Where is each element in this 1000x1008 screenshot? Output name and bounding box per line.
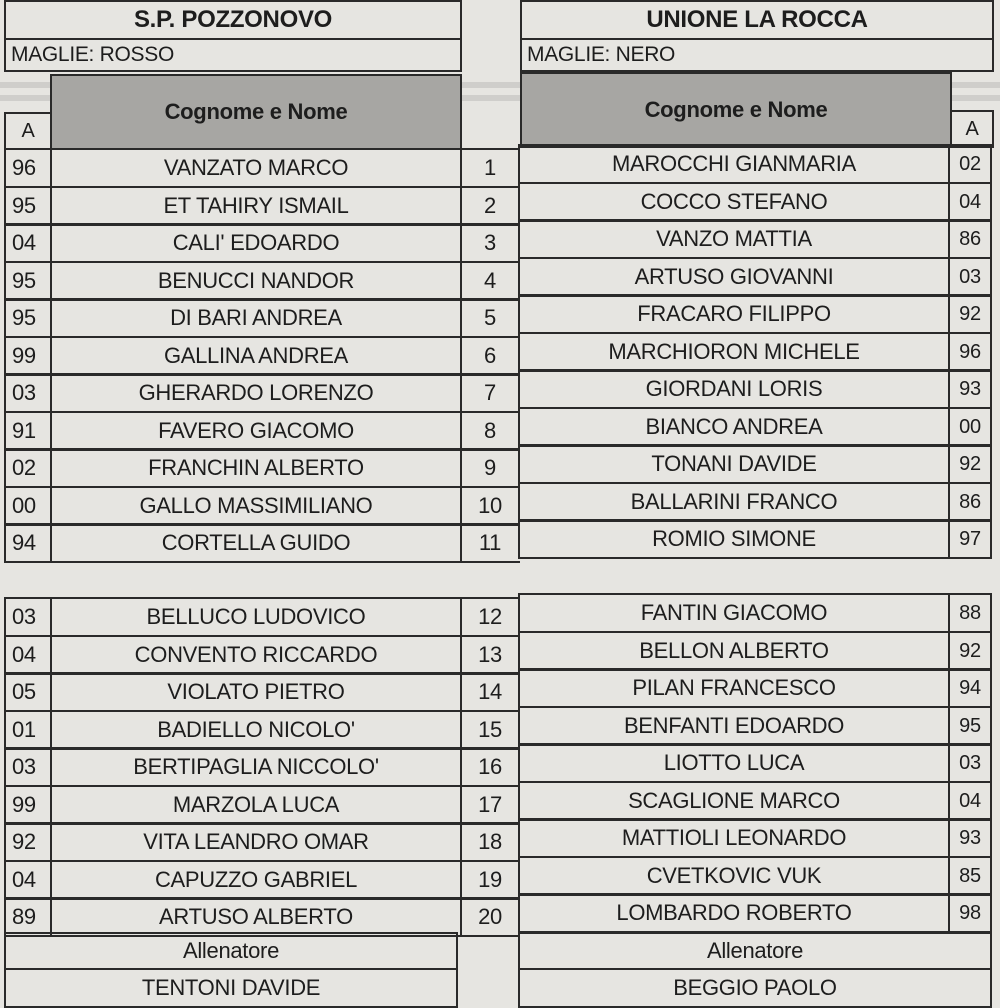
away-player-year: 95: [948, 706, 992, 746]
away-player-name: VANZO MATTIA: [518, 219, 950, 259]
away-player-name: BELLON ALBERTO: [518, 631, 950, 671]
shirt-number: 20: [460, 897, 520, 937]
shirt-number: 12: [460, 597, 520, 637]
home-player-name: ARTUSO ALBERTO: [50, 897, 462, 937]
away-player-year: 85: [948, 856, 992, 896]
away-player-year: 98: [948, 893, 992, 933]
away-player-year: 92: [948, 444, 992, 484]
away-player-name: ROMIO SIMONE: [518, 519, 950, 559]
home-player-name: GHERARDO LORENZO: [50, 373, 462, 413]
home-player-name: BADIELLO NICOLO': [50, 710, 462, 750]
away-player-name: TONANI DAVIDE: [518, 444, 950, 484]
away-player-year: 03: [948, 257, 992, 297]
shirt-number: 11: [460, 523, 520, 563]
away-shirt-color: MAGLIE: NERO: [520, 38, 994, 72]
away-player-year: 88: [948, 593, 992, 633]
home-player-name: ET TAHIRY ISMAIL: [50, 186, 462, 226]
away-player-name: COCCO STEFANO: [518, 182, 950, 222]
away-player-year: 92: [948, 294, 992, 334]
away-player-name: BALLARINI FRANCO: [518, 482, 950, 522]
shirt-number: 1: [460, 148, 520, 188]
shirt-number: 14: [460, 672, 520, 712]
away-player-year: 94: [948, 668, 992, 708]
home-player-year: 95: [4, 298, 52, 338]
home-player-year: 04: [4, 635, 52, 675]
home-player-name: VITA LEANDRO OMAR: [50, 822, 462, 862]
home-player-year: 04: [4, 223, 52, 263]
home-player-year: 03: [4, 747, 52, 787]
away-player-name: SCAGLIONE MARCO: [518, 781, 950, 821]
home-player-year: 99: [4, 336, 52, 376]
away-player-name: MARCHIORON MICHELE: [518, 332, 950, 372]
away-player-name: FANTIN GIACOMO: [518, 593, 950, 633]
home-coach-name: TENTONI DAVIDE: [4, 968, 458, 1008]
away-player-name: LOMBARDO ROBERTO: [518, 893, 950, 933]
shirt-number: 8: [460, 411, 520, 451]
home-player-name: CORTELLA GUIDO: [50, 523, 462, 563]
home-player-year: 95: [4, 261, 52, 301]
shirt-number: 9: [460, 448, 520, 488]
away-player-year: 86: [948, 482, 992, 522]
home-player-year: 92: [4, 822, 52, 862]
shirt-number: 17: [460, 785, 520, 825]
away-player-name: BENFANTI EDOARDO: [518, 706, 950, 746]
home-player-name: GALLINA ANDREA: [50, 336, 462, 376]
home-player-year: 03: [4, 373, 52, 413]
home-player-year: 04: [4, 860, 52, 900]
away-player-year: 92: [948, 631, 992, 671]
away-player-year: 03: [948, 743, 992, 783]
home-player-year: 01: [4, 710, 52, 750]
away-player-name: MATTIOLI LEONARDO: [518, 818, 950, 858]
shirt-number: 6: [460, 336, 520, 376]
home-player-name: MARZOLA LUCA: [50, 785, 462, 825]
shirt-number: 15: [460, 710, 520, 750]
away-player-year: 96: [948, 332, 992, 372]
home-player-name: VANZATO MARCO: [50, 148, 462, 188]
away-team-title: UNIONE LA ROCCA: [520, 0, 994, 40]
home-player-year: 96: [4, 148, 52, 188]
home-player-year: 95: [4, 186, 52, 226]
away-player-year: 04: [948, 182, 992, 222]
home-player-year: 91: [4, 411, 52, 451]
home-player-name: FAVERO GIACOMO: [50, 411, 462, 451]
away-name-column-header: Cognome e Nome: [520, 72, 952, 148]
away-player-year: 93: [948, 818, 992, 858]
home-year-column-header: A: [4, 112, 52, 150]
away-player-year: 00: [948, 407, 992, 447]
away-coach-name: BEGGIO PAOLO: [518, 968, 992, 1008]
shirt-number: 3: [460, 223, 520, 263]
home-player-name: BERTIPAGLIA NICCOLO': [50, 747, 462, 787]
away-player-name: ARTUSO GIOVANNI: [518, 257, 950, 297]
away-player-year: 93: [948, 369, 992, 409]
home-player-name: CAPUZZO GABRIEL: [50, 860, 462, 900]
home-player-name: BELLUCO LUDOVICO: [50, 597, 462, 637]
away-player-name: CVETKOVIC VUK: [518, 856, 950, 896]
home-player-name: CALI' EDOARDO: [50, 223, 462, 263]
away-coach-label: Allenatore: [518, 932, 992, 970]
home-player-year: 05: [4, 672, 52, 712]
shirt-number: 4: [460, 261, 520, 301]
away-player-name: LIOTTO LUCA: [518, 743, 950, 783]
away-player-name: BIANCO ANDREA: [518, 407, 950, 447]
home-player-name: GALLO MASSIMILIANO: [50, 486, 462, 526]
home-player-year: 94: [4, 523, 52, 563]
home-team-title: S.P. POZZONOVO: [4, 0, 462, 40]
home-player-name: DI BARI ANDREA: [50, 298, 462, 338]
shirt-number: 13: [460, 635, 520, 675]
away-player-year: 04: [948, 781, 992, 821]
shirt-number: 10: [460, 486, 520, 526]
home-player-name: CONVENTO RICCARDO: [50, 635, 462, 675]
home-coach-label: Allenatore: [4, 932, 458, 970]
away-player-name: PILAN FRANCESCO: [518, 668, 950, 708]
away-player-name: FRACARO FILIPPO: [518, 294, 950, 334]
home-player-year: 99: [4, 785, 52, 825]
home-player-year: 00: [4, 486, 52, 526]
shirt-number: 16: [460, 747, 520, 787]
home-player-name: FRANCHIN ALBERTO: [50, 448, 462, 488]
shirt-number: 5: [460, 298, 520, 338]
shirt-number: 2: [460, 186, 520, 226]
away-player-year: 86: [948, 219, 992, 259]
home-player-year: 02: [4, 448, 52, 488]
shirt-number: 19: [460, 860, 520, 900]
away-player-name: GIORDANI LORIS: [518, 369, 950, 409]
home-player-name: VIOLATO PIETRO: [50, 672, 462, 712]
home-player-year: 03: [4, 597, 52, 637]
away-player-year: 02: [948, 144, 992, 184]
away-player-name: MAROCCHI GIANMARIA: [518, 144, 950, 184]
away-year-column-header: A: [950, 110, 994, 148]
home-name-column-header: Cognome e Nome: [50, 74, 462, 150]
shirt-number: 18: [460, 822, 520, 862]
home-shirt-color: MAGLIE: ROSSO: [4, 38, 462, 72]
home-player-year: 89: [4, 897, 52, 937]
home-player-name: BENUCCI NANDOR: [50, 261, 462, 301]
shirt-number: 7: [460, 373, 520, 413]
away-player-year: 97: [948, 519, 992, 559]
